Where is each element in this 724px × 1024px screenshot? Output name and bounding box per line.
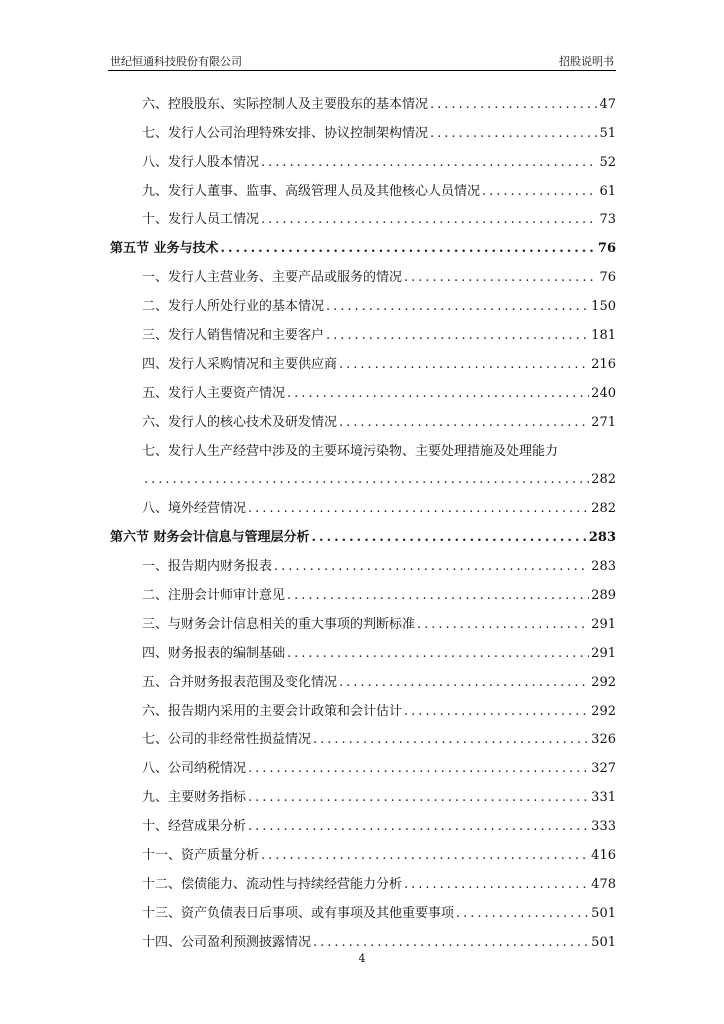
toc-entry-page: 416 [591,848,616,864]
toc-entry-title: 八、公司纳税情况 [142,761,247,777]
toc-entry[interactable] [108,488,616,517]
dot-leader [259,155,597,171]
toc-entry[interactable] [108,257,616,286]
toc-entry[interactable] [108,431,616,460]
dot-leader [337,415,589,431]
toc-entry[interactable] [108,604,616,633]
dot-leader [285,588,589,604]
toc-entry-page: 327 [591,761,616,777]
toc-entry[interactable] [108,373,616,402]
toc-entry-title: 七、发行人生产经营中涉及的主要环境污染物、主要处理措施及处理能力 [142,443,559,459]
toc-entry-page: 289 [591,588,616,604]
toc-entry-page: 150 [591,299,616,315]
page-header [108,52,616,71]
header-doc-type: 招股说明书 [559,55,614,68]
toc-entry-title: 十、经营成果分析 [142,819,247,835]
header-company: 世纪恒通科技股份有限公司 [110,55,242,68]
toc-entry[interactable] [108,691,616,720]
toc-entry-page: 282 [591,501,616,517]
toc-entry-page: 76 [597,241,616,257]
toc-entry-page: 333 [591,819,616,835]
dot-leader [285,386,589,402]
toc-entry-title: 一、报告期内财务报表 [142,559,273,575]
toc-entry-page: 73 [599,212,616,228]
dot-leader [428,97,597,113]
toc-entry[interactable] [108,835,616,864]
toc-entry-page: 283 [588,530,616,546]
dot-leader [415,617,589,633]
toc-entry-title: 二、注册会计师审计意见 [142,588,286,604]
table-of-contents [108,84,616,951]
toc-entry-title: 六、控股股东、实际控制人及主要股东的基本情况 [142,96,429,112]
toc-entry-title: 六、发行人的核心技术及研发情况 [142,414,338,430]
toc-entry[interactable] [108,864,616,893]
toc-entry-title: 十、发行人员工情况 [142,212,260,228]
toc-entry-title: 第六节 财务会计信息与管理层分析 [110,530,310,546]
dot-leader [324,299,589,315]
dot-leader [337,675,589,691]
toc-entry-title: 第五节 业务与技术 [110,241,219,257]
toc-entry[interactable] [108,633,616,662]
toc-entry-page: 216 [591,356,616,372]
toc-entry[interactable] [108,315,616,344]
dot-leader [454,906,589,922]
toc-entry[interactable] [108,777,616,806]
toc-entry-title: 八、境外经营情况 [142,501,247,517]
toc-entry[interactable] [108,344,616,373]
toc-entry-title: 四、发行人采购情况和主要供应商 [142,356,338,372]
dot-leader [311,732,589,748]
toc-entry-page: 240 [591,385,616,401]
toc-entry-title: 九、发行人董事、监事、高级管理人员及其他核心人员情况 [142,183,481,199]
toc-entry-page: 61 [599,183,616,199]
dot-leader [402,704,589,720]
toc-entry[interactable] [108,171,616,200]
toc-entry-title: 十四、公司盈利预测披露情况 [142,934,312,950]
toc-entry-title: 三、发行人销售情况和主要客户 [142,328,325,344]
dot-leader [246,790,589,806]
toc-entry-page: 326 [591,732,616,748]
toc-entry-title: 六、报告期内采用的主要会计政策和会计估计 [142,703,403,719]
toc-entry[interactable] [108,546,616,575]
toc-entry-title: 十一、资产质量分析 [142,848,260,864]
toc-entry[interactable] [108,922,616,951]
toc-entry[interactable] [108,142,616,171]
toc-entry-page: 501 [591,905,616,921]
dot-leader [428,126,597,142]
toc-entry-page: 331 [591,790,616,806]
dot-leader [219,241,596,257]
toc-entry-title: 五、合并财务报表范围及变化情况 [142,674,338,690]
page-number: 4 [358,952,366,965]
dot-leader [142,472,589,488]
toc-entry-title: 三、与财务会计信息相关的重大事项的判断标准 [142,616,416,632]
toc-entry[interactable] [108,113,616,142]
dot-leader [259,848,589,864]
toc-entry-title: 二、发行人所处行业的基本情况 [142,299,325,315]
dot-leader [324,328,589,344]
toc-entry[interactable] [108,893,616,922]
dot-leader [402,877,589,893]
toc-entry-title: 七、发行人公司治理特殊安排、协议控制架构情况 [142,125,429,141]
toc-entry-page: 51 [599,125,616,141]
dot-leader [310,530,587,546]
toc-entry[interactable] [108,575,616,604]
dot-leader [402,270,597,286]
toc-entry-title: 八、发行人股本情况 [142,154,260,170]
toc-entry-title: 四、财务报表的编制基础 [142,645,286,661]
dot-leader [246,761,589,777]
dot-leader [337,357,589,373]
toc-entry-page: 478 [591,876,616,892]
toc-entry-page: 292 [591,703,616,719]
toc-entry-title: 一、发行人主营业务、主要产品或服务的情况 [142,270,403,286]
toc-entry-title: 十三、资产负债表日后事项、或有事项及其他重要事项 [142,905,455,921]
toc-entry-page: 283 [591,559,616,575]
dot-leader [480,184,597,200]
dot-leader [272,559,589,575]
toc-entry[interactable] [108,662,616,691]
toc-section-entry[interactable] [108,517,616,546]
toc-entry-page: 181 [591,328,616,344]
toc-entry-page: 291 [591,616,616,632]
toc-entry-continuation[interactable] [108,460,616,489]
toc-entry-title: 十二、偿债能力、流动性与持续经营能力分析 [142,876,403,892]
toc-entry-page: 76 [599,270,616,286]
toc-entry-page: 291 [591,645,616,661]
toc-entry-page: 271 [591,414,616,430]
dot-leader [311,935,589,951]
toc-entry-page: 47 [599,96,616,112]
dot-leader [285,646,589,662]
dot-leader [259,212,597,228]
dot-leader [246,501,589,517]
dot-leader [246,819,589,835]
toc-entry[interactable] [108,286,616,315]
toc-entry-title: 九、主要财务指标 [142,790,247,806]
toc-entry-title: 五、发行人主要资产情况 [142,385,286,401]
toc-entry[interactable] [108,748,616,777]
toc-entry-page: 501 [591,934,616,950]
toc-section-entry[interactable] [108,228,616,257]
toc-entry[interactable] [108,402,616,431]
toc-entry[interactable] [108,806,616,835]
toc-entry-page: 52 [599,154,616,170]
toc-entry-page: 292 [591,674,616,690]
toc-entry-title: 七、公司的非经常性损益情况 [142,732,312,748]
toc-entry-page: 282 [591,472,616,488]
toc-entry[interactable] [108,720,616,749]
toc-entry[interactable] [108,84,616,113]
toc-entry[interactable] [108,200,616,229]
